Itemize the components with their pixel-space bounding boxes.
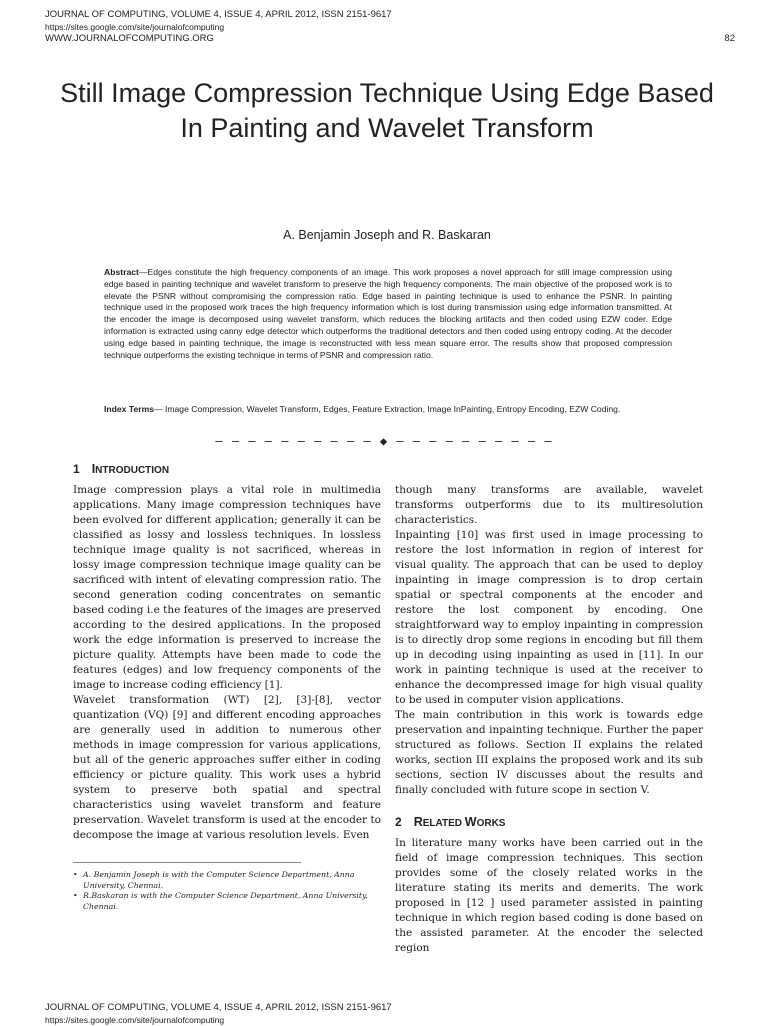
footnote-text: R.Baskaran is with the Computer Science Department, Anna University, Chennai. [83,891,368,911]
intro-paragraph: though many transforms are available, wavelet transforms outperforms due to its multiresolution characteristics. [395,484,703,526]
abstract [104,267,672,361]
paper-authors: A. Benjamin Joseph and R. Baskaran [283,228,491,242]
section-title-rest: NTRODUCTION [95,465,170,476]
page-number: 82 [724,33,735,44]
related-paragraph: In literature many works have been carried out in the field of image compression techniques. This section provides some of the closely related works in the literature stating its merits and demerits. The work proposed in [12 ] used parameter assisted in painting technique in which region based coding is done based on the assisted parameter. At the encoder the selected region [395,837,703,954]
intro-paragraph: Image compression plays a vital role in multimedia applications. Many image compression techniques have been evolved for different application; generally it can be classified as lossy and lossless techniques. In lossless technique image quality is not sacrificed, whereas in lossy image compression technique image quality can be sacrificed with intent of elevating compression ratio. The second generation coding concentrates on semantic based coding i.e the features of the images are preserved according to the desired applications. In the proposed work the edge information is preserved to increase the picture quality. Attempts have been made to code the features (edges) and low frequency components of the image to increase coding efficiency [1]. [73,484,381,691]
section-number: 1 [73,462,80,476]
intro-paragraph: The main contribution in this work is towards edge preservation and inpainting technique. Further the paper structured as follows. Section II explains the related works, section III explains the proposed work and its sub sections, section IV discusses about the results and finally concluded with future scope in section V. [395,709,703,796]
section-title-rest: ELATED [422,818,465,829]
site-url[interactable]: https://sites.google.com/site/journalofcomputing [45,22,225,32]
related-works-body [395,836,703,956]
section-number: 2 [395,815,402,829]
index-terms [104,403,672,415]
section-separator: – – – – – – – – – – ◆ – – – – – – – – – – [215,434,553,448]
footnote-rule [73,862,301,863]
footer-journal-line: JOURNAL OF COMPUTING, VOLUME 4, ISSUE 4, APRIL 2012, ISSN 2151-9617 [45,1002,392,1013]
footer-site-url[interactable]: https://sites.google.com/site/journalofcomputing [45,1015,225,1025]
section-heading-related-works [395,815,505,829]
bullet-icon: • [73,870,78,879]
index-terms-label: Index Terms [104,404,154,414]
running-footer [45,1002,735,1026]
section-title-cap: W [464,815,477,829]
abstract-text: —Edges constitute the high frequency components of an image. This work proposes a novel approach for still image compression using edge based in painting technique and wavelet transform to preserve the high frequency components. The main objective of the proposed work is to elevate the PSNR without compromising the compression ratio. Edge based in painting technique is used to enhance the PSNR. In painting technique used in the proposed work traces the high frequency information which is lost during transmission using edge information transmitted. At the encoder the image is decomposed using wavelet transform, which reduces the blocking artifacts and then coded using EZW coder. Edge information is extracted using canny edge detector which outperforms the traditional detectors and then coded using entropy coding. At the decoder using edge based in painting technique, the image is reconstructed with less mean square error. The results show that proposed compression technique outperforms the existing technique in terms of PSNR and compression ratio. [104,267,672,360]
intro-paragraph: Inpainting [10] was first used in image processing to restore the lost information in region of interest for visual quality. The approach that can be used to deploy inpainting in image compression is to drop certain spatial or spectral components at the encoder and restore the lost component by encoding. One straightforward way to employ inpainting in compression is to directly drop some regions in encoding but fill them up in decoding using inpainting as used in [11]. In our work in painting technique is used at the receiver to enhance the decompressed image for high visual quality to be used in computer vision applications. [395,529,703,706]
web-url[interactable]: WWW.JOURNALOFCOMPUTING.ORG [45,33,214,44]
footnote-item [73,891,373,912]
bullet-icon: • [73,891,78,900]
index-terms-text: — Image Compression, Wavelet Transform, Edges, Feature Extraction, Image InPainting, Entropy Encoding, EZW Coding. [154,404,621,414]
paper-title: Still Image Compression Technique Using Edge Based In Painting and Wavelet Transform [60,78,714,143]
footnote-text: A. Benjamin Joseph is with the Computer Science Department, Anna University, Chennai. [83,870,355,890]
section-heading-introduction [73,462,169,476]
section-title-cap: I [91,462,96,476]
section-title-rest: ORKS [476,818,506,829]
abstract-label: Abstract [104,267,139,277]
running-header [45,9,735,45]
journal-line: JOURNAL OF COMPUTING, VOLUME 4, ISSUE 4, APRIL 2012, ISSN 2151-9617 [45,9,392,20]
footnote-item [73,870,373,891]
section-title-cap: R [413,815,423,829]
footnotes [73,870,373,912]
intro-paragraph: Wavelet transformation (WT) [2], [3]-[8], vector quantization (VQ) [9] and different encoding approaches are generally used in addition to numerous other methods in image compression for various applications, but all of the generic approaches suffer either in coding efficiency or picture quality. This work uses a hybrid system to preserve both spatial and spectral characteristics using wavelet transform and feature preservation. Wavelet transform is used at the encoder to decompose the image at various resolution levels. Even [73,694,381,841]
right-column [395,483,703,798]
left-column [73,483,381,843]
